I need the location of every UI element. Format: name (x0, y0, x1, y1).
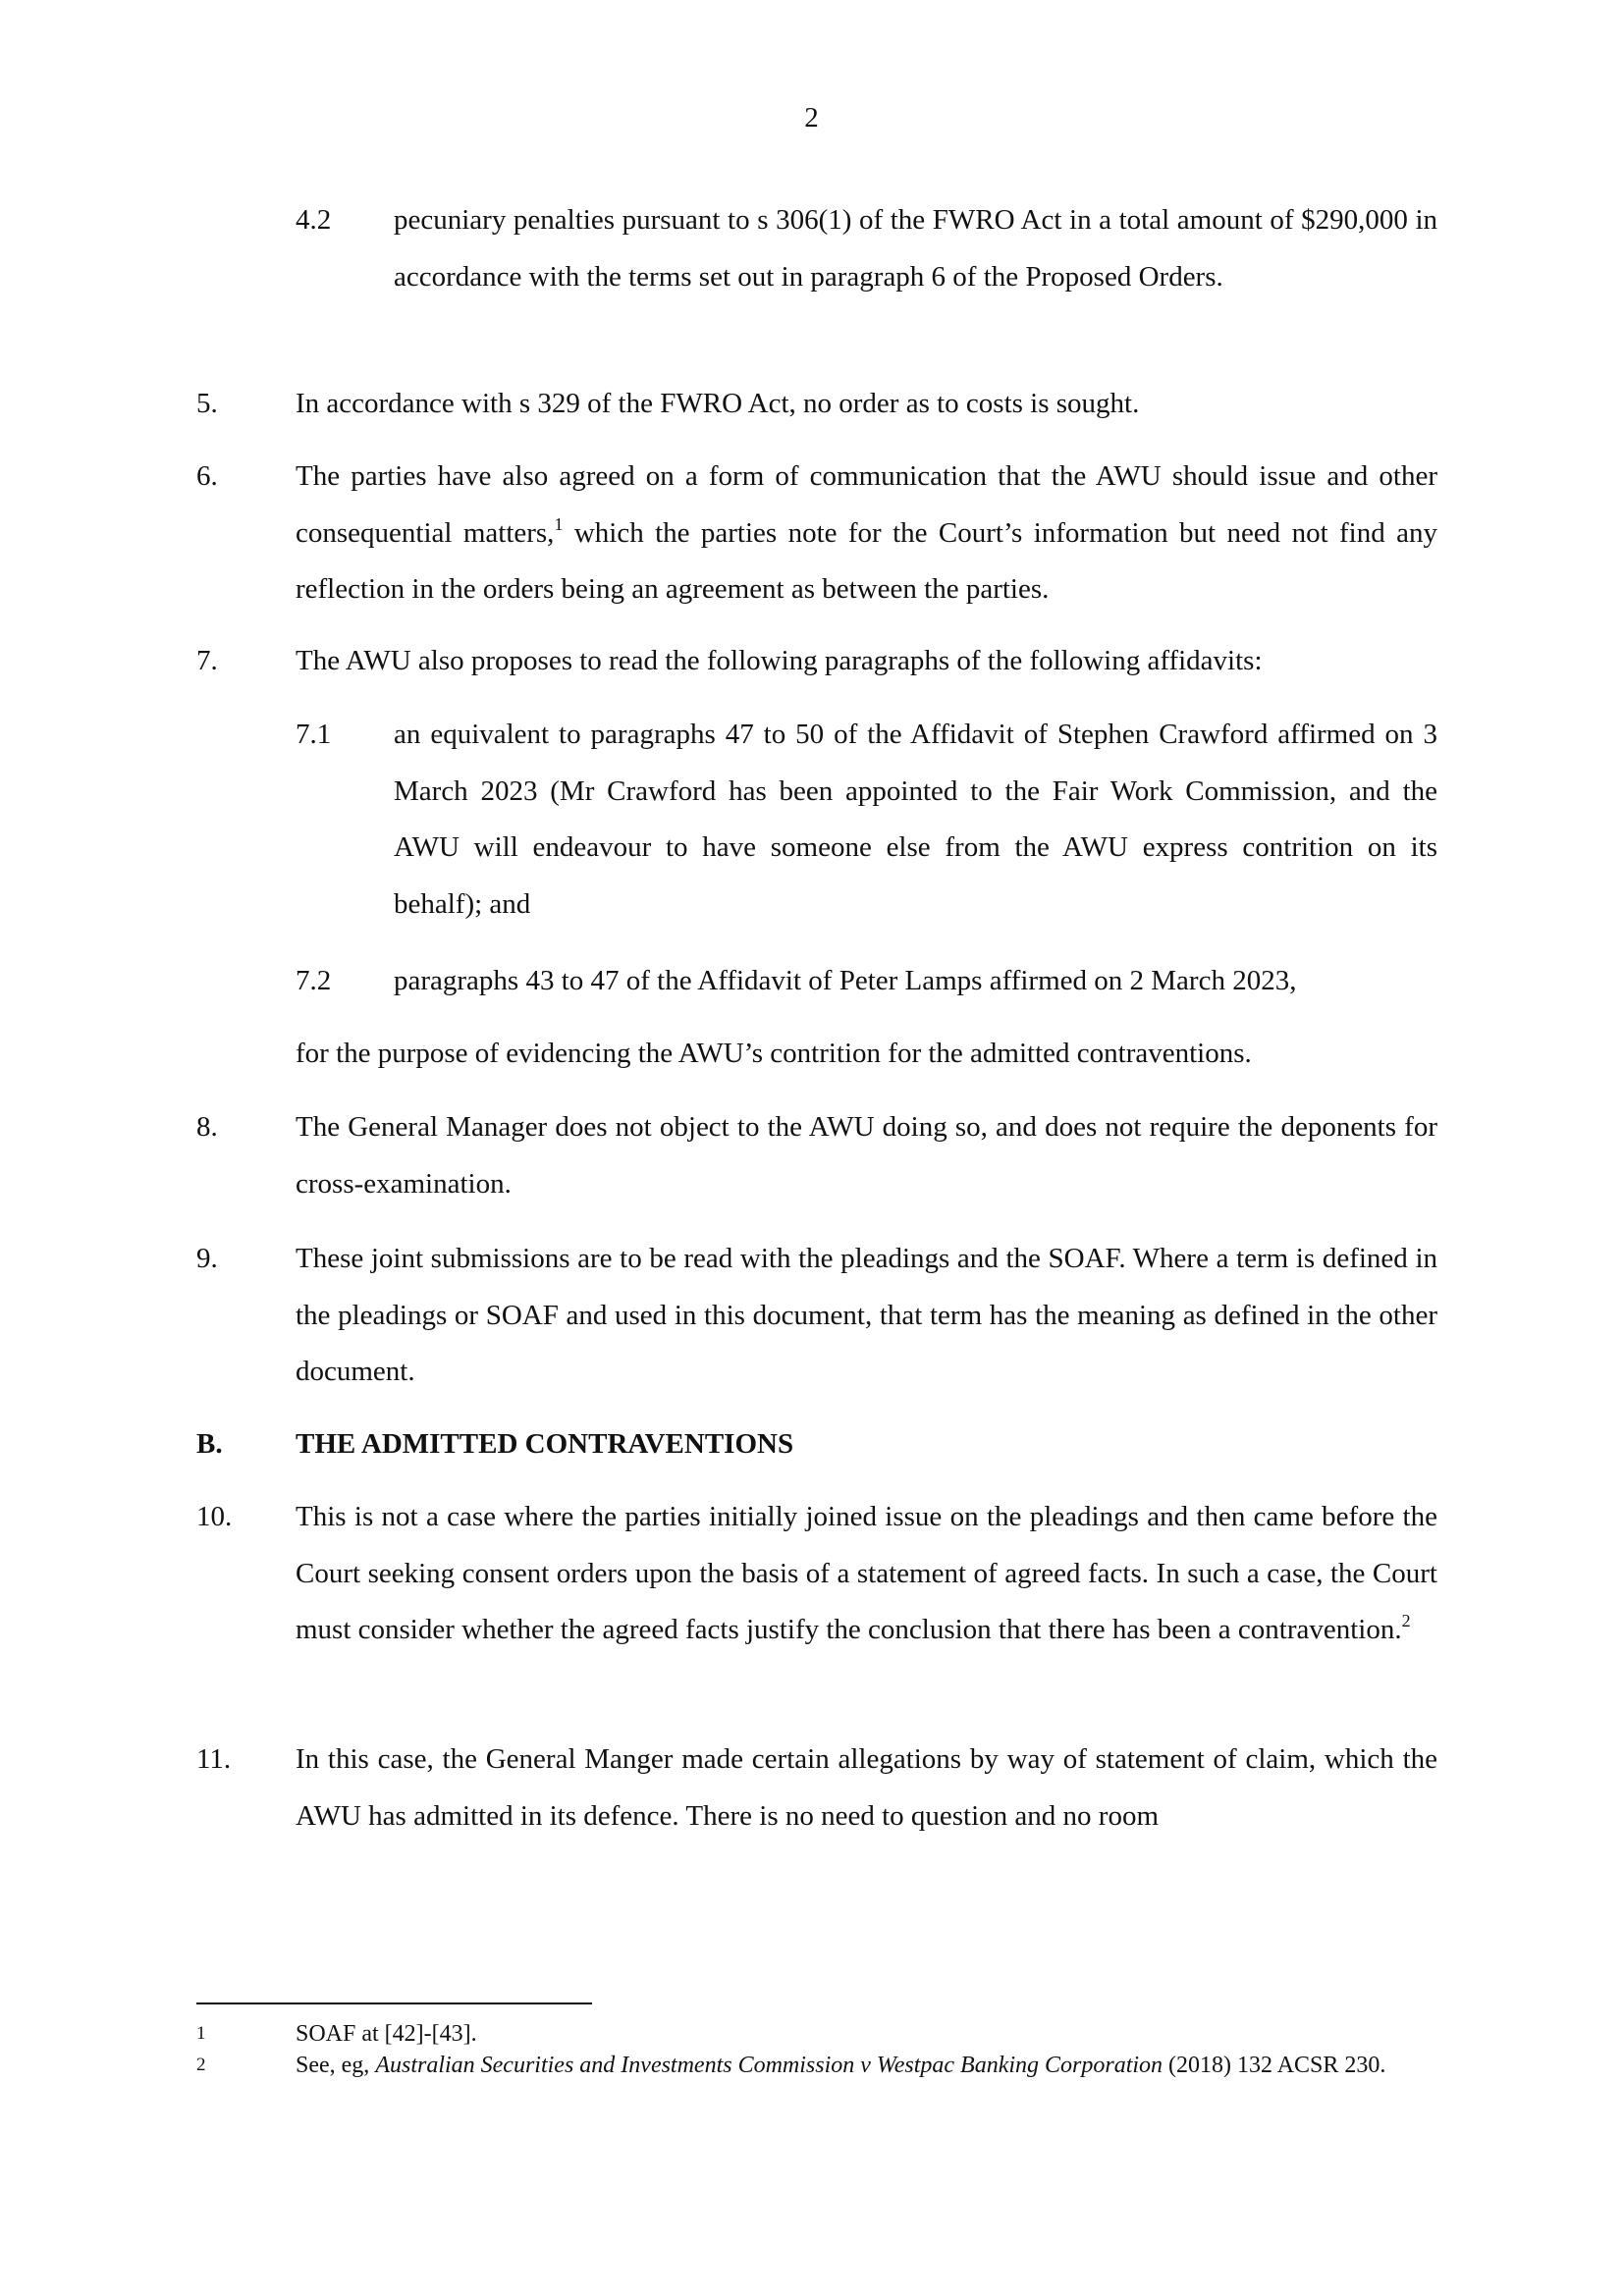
paragraph-text-part: which the parties note for the Court’s information but need not find any reflection in the orders being an agreement as between the parties. (296, 516, 1437, 605)
paragraph-number: 5. (196, 388, 218, 419)
paragraph-number: 7.1 (296, 719, 332, 750)
paragraph-text-part: The parties have also agreed on a form of communication that the AWU should issue and other consequential matters, (296, 460, 1437, 549)
paragraph-number: 7.2 (296, 965, 332, 996)
footnote-reference: 2 (1401, 1611, 1411, 1630)
footnote-number: 2 (196, 2055, 206, 2075)
footnote-text (296, 2052, 1437, 2079)
paragraph-text: pecuniary penalties pursuant to s 306(1) of the FWRO Act in a total amount of $290,000 in accordance with the terms set out in paragraph 6 of the Proposed Orders. (394, 204, 1437, 293)
paragraph-text-part: This is not a case where the parties initially joined issue on the pleadings and then came before the Court seeking consent orders upon the basis of a statement of agreed facts. In such a case, the Court must consider whether the agreed facts justify the conclusion that there has been a contravention. (296, 1501, 1437, 1645)
paragraph-text (296, 1489, 1437, 1659)
section-letter: B. (196, 1428, 223, 1460)
paragraph-text: In this case, the General Manger made certain allegations by way of statement of claim, which the AWU has admitted in its defence. There is no need to question and no room (296, 1743, 1437, 1832)
footnote-separator (196, 2002, 592, 2004)
paragraph-text: These joint submissions are to be read with the pleadings and the SOAF. Where a term is defined in the pleadings or SOAF and used in this document, that term has the meaning as defined in the other document. (296, 1243, 1437, 1387)
paragraph-text: paragraphs 43 to 47 of the Affidavit of Peter Lamps affirmed on 2 March 2023, (394, 965, 1297, 996)
paragraph-number: 7. (196, 645, 218, 676)
footnote-text-part: (2018) 132 ACSR 230. (1163, 2053, 1386, 2078)
section-heading: THE ADMITTED CONTRAVENTIONS (296, 1428, 794, 1460)
paragraph-text (296, 449, 1437, 618)
paragraph-text: The General Manager does not object to the AWU doing so, and does not require the deponents for cross-examination. (296, 1111, 1437, 1200)
paragraph-number: 8. (196, 1111, 218, 1143)
case-citation: Australian Securities and Investments Commission v Westpac Banking Corporation (375, 2053, 1163, 2078)
footnote-text: SOAF at [42]-[43]. (296, 2021, 477, 2047)
paragraph-text: The AWU also proposes to read the following paragraphs of the following affidavits: (296, 645, 1263, 676)
paragraph-number: 4.2 (296, 204, 332, 236)
paragraph-number: 11. (196, 1743, 232, 1775)
paragraph-text: In accordance with s 329 of the FWRO Act, no order as to costs is sought. (296, 388, 1140, 419)
page-number: 2 (804, 102, 819, 133)
paragraph-number: 10. (196, 1501, 233, 1532)
paragraph-text: an equivalent to paragraphs 47 to 50 of the Affidavit of Stephen Crawford affirmed on 3 March 2023 (Mr Crawford has been appointed to the Fair Work Commission, and the AWU will endeavour to have someone else from the AWU express contrition on its behalf); and (394, 719, 1437, 920)
paragraph-number: 9. (196, 1243, 218, 1274)
footnote-text-part: See, eg, (296, 2053, 376, 2078)
paragraph-continuation: for the purpose of evidencing the AWU’s contrition for the admitted contraventions. (296, 1038, 1252, 1069)
footnote-number: 1 (196, 2023, 206, 2044)
footnote-reference: 1 (554, 513, 564, 534)
paragraph-number: 6. (196, 460, 218, 492)
